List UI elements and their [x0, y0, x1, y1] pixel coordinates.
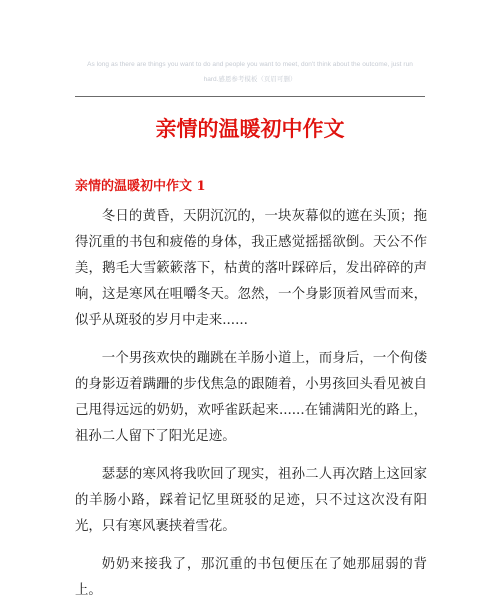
body-paragraph-4: 奶奶来接我了，那沉重的书包便压在了她那屈弱的背上。 — [75, 557, 427, 598]
body-paragraph-2: 一个男孩欢快的蹦跳在羊肠小道上，而身后，一个佝偻的身影迈着蹒跚的步伐焦急的跟随着，小男孩回头看见被自己甩得远远的奶奶，欢呼雀跃起来......在铺满阳光的路上，祖孙二人留下了阳光足迹。 — [75, 351, 427, 444]
document-title: 亲情的温暖初中作文 — [155, 116, 345, 141]
page-header-text: As long as there are things you want to do and people you want to meet, don't think about the outcome, just run — [87, 61, 413, 68]
page-header-note: hard.感恩参考模板（页眉可删） — [203, 76, 297, 83]
body-paragraph-1: 冬日的黄昏，天阴沉沉的，一块灰幕似的遮在头顶；拖得沉重的书包和疲倦的身体，我正感觉摇摇欲倒。天公不作美，鹅毛大雪簌簌落下，枯黄的落叶踩碎后，发出碎碎的声响，这是寒风在咀嚼冬天。忽然，一个身影顶着风雪而来，似乎从斑驳的岁月中走来...... — [75, 209, 427, 328]
body-paragraph-3: 瑟瑟的寒风将我吹回了现实，祖孙二人再次踏上这回家的羊肠小路，踩着记忆里斑驳的足迹，只不过这次没有阳光，只有寒风裹挟着雪花。 — [75, 467, 427, 534]
header-divider — [75, 96, 425, 97]
section-heading: 亲情的温暖初中作文 1 — [75, 179, 206, 194]
